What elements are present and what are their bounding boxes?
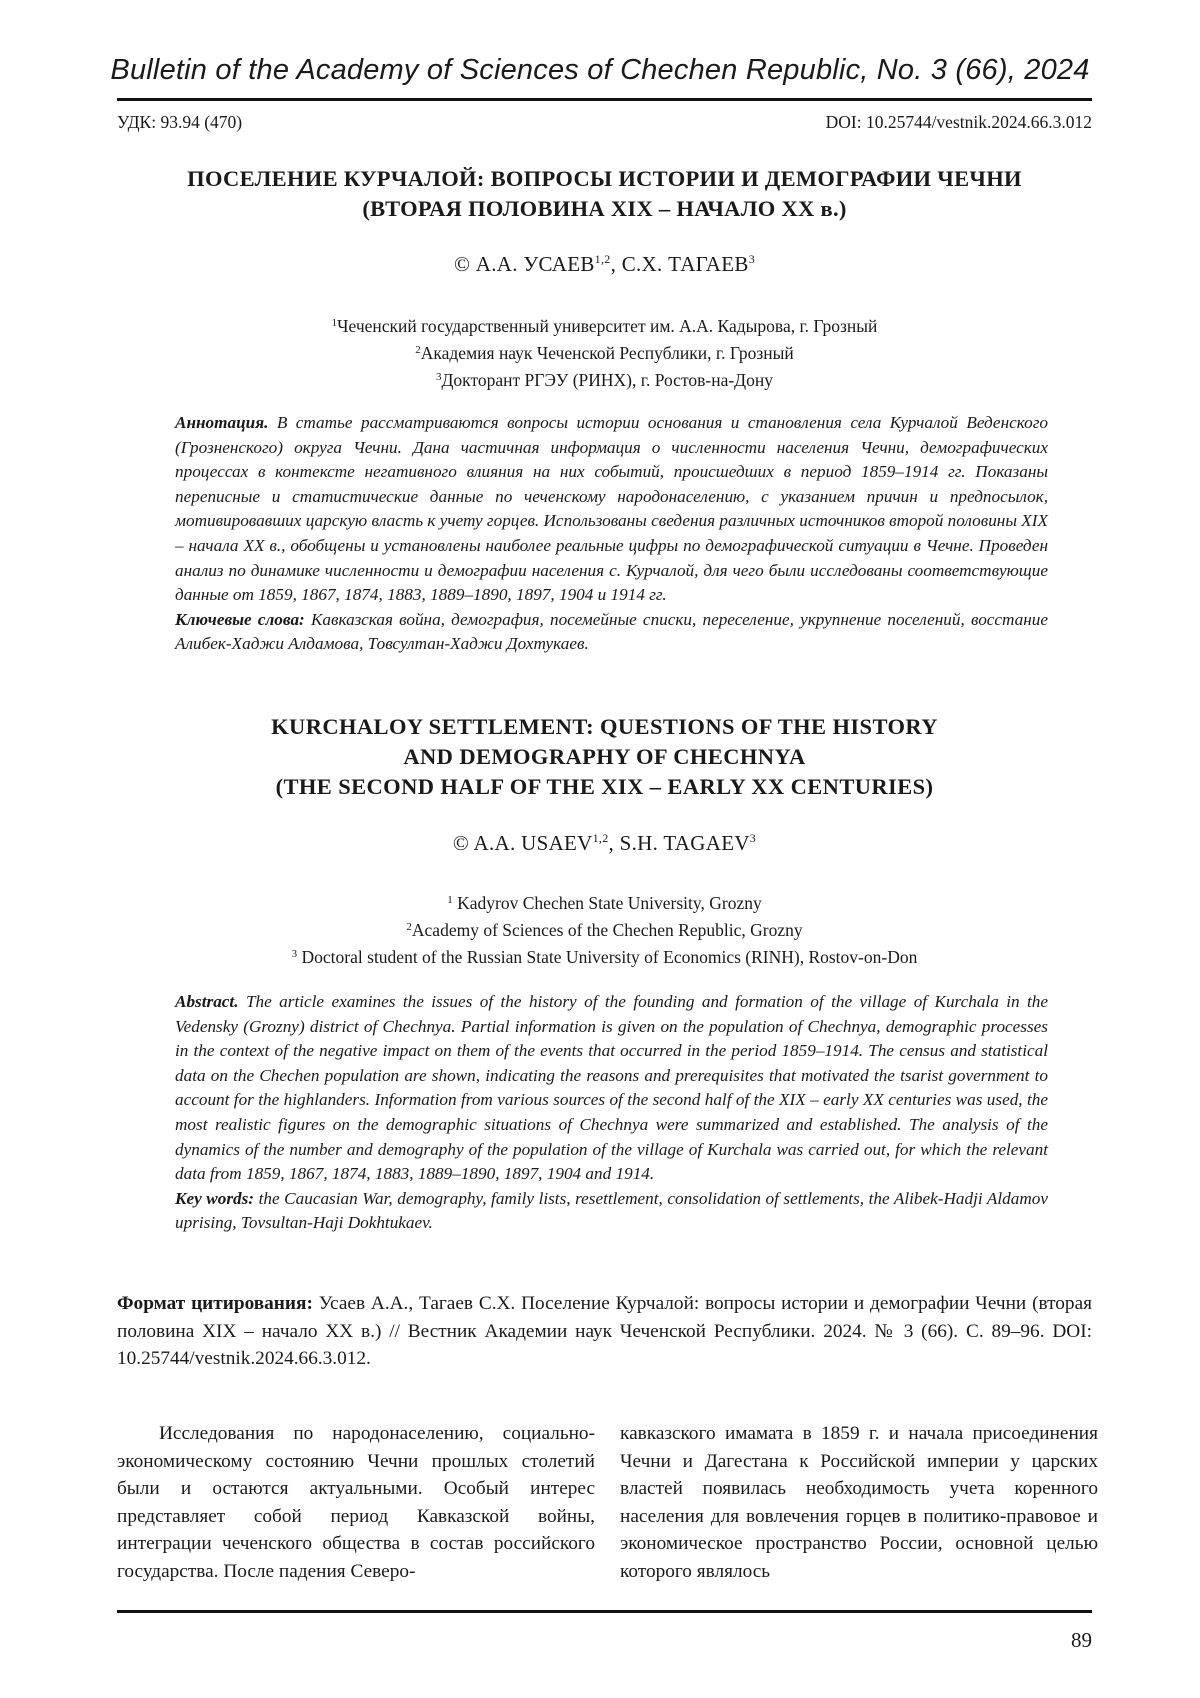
article-title-ru <box>117 164 1092 224</box>
title-ru-line: (ВТОРАЯ ПОЛОВИНА XIX – НАЧАЛО XX в.) <box>362 196 847 221</box>
affiliations-en <box>117 888 1092 969</box>
affiliation-line <box>117 942 1092 969</box>
affil-sup: 3 <box>436 371 442 383</box>
affil-sup: 3 <box>291 948 298 960</box>
abstract-label: Аннотация. <box>175 413 269 432</box>
abstract-label: Abstract. <box>175 992 239 1011</box>
article-meta <box>117 112 1092 133</box>
citation-format <box>117 1290 1092 1373</box>
affil-text: Докторант РГЭУ (РИНХ), г. Ростов-на-Дону <box>441 370 773 390</box>
author-name: © A.A. USAEV <box>452 831 593 855</box>
affil-text: Академия наук Чеченской Республики, г. Грозный <box>420 343 794 363</box>
author-name: С.Х. ТАГАЕВ <box>621 252 749 276</box>
abstract-ru <box>175 411 1048 657</box>
affiliations-ru <box>117 311 1092 392</box>
author-separator: , <box>608 831 620 855</box>
keywords-label: Key words: <box>175 1188 255 1208</box>
header-divider <box>117 98 1092 101</box>
author-affil-sup: 1,2 <box>592 831 609 845</box>
author-affil-sup: 1,2 <box>594 252 611 266</box>
affil-sup: 2 <box>415 344 421 356</box>
affil-text: Academy of Sciences of the Chechen Republic, Grozny <box>411 920 803 940</box>
body-column-right: кавказского имамата в 1859 г. и начала присоединения Чечни и Дагестана к Российской империи у царских властей появилась необходимость учета коренного населения для вовлечения горцев в политико-правовое и экономическое пространство России, основной целью которого являлось <box>620 1423 1098 1582</box>
author-affil-sup: 3 <box>748 252 756 266</box>
keywords-text: the Caucasian War, demography, family lists, resettlement, consolidation of settlements, the Alibek-Hadji Aldamov uprising, Tovsultan-Haji Dokhtukaev. <box>175 1188 1048 1233</box>
title-ru-line: ПОСЕЛЕНИЕ КУРЧАЛОЙ: ВОПРОСЫ ИСТОРИИ И ДЕМОГРАФИИ ЧЕЧНИ <box>187 166 1022 191</box>
affiliation-line <box>117 311 1092 338</box>
body-column-left: Исследования по народонаселению, социально-экономическому состоянию Чечни прошлых столетий были и остаются актуальными. Особый интерес представляет собой период Кавказской войны, интеграции чеченского общества в состав российского государства. После падения Северо- <box>117 1423 595 1582</box>
title-en-line: AND DEMOGRAPHY OF CHECHNYA <box>403 744 806 769</box>
keywords-text: Кавказская война, демография, посемейные списки, переселение, укрупнение поселений, восстание Алибек-Хаджи Алдамова, Товсултан-Хаджи Дохтукаев. <box>175 609 1049 654</box>
page-number: 89 <box>1071 1628 1092 1652</box>
abstract-text: В статье рассматриваются вопросы истории основания и становления села Курчалой Веденского (Грозненского) округа Чечни. Дана частичная информация о численности населения Чечни, демографических процессах в контексте негативного влияния на них событий, происшедших в период 1859–1914 гг. Показаны переписные и статистические данные по чеченскому народонаселению, с указанием причин и предпосылок, мотивировавших царскую власть к учету горцев. Использованы сведения различных источников второй половины XIX – начала XX в., обобщены и установлены наиболее реальные цифры по демографической ситуации в Чечне. Проведен анализ по динамике численности и демографии населения с. Курчалой, для чего были исследованы соответствующие данные от 1859, 1867, 1874, 1883, 1889–1890, 1897, 1904 и 1914 гг. <box>175 413 1048 605</box>
title-en-line: KURCHALOY SETTLEMENT: QUESTIONS OF THE HISTORY <box>271 714 938 739</box>
author-affil-sup: 3 <box>749 831 757 845</box>
affil-text: Doctoral student of the Russian State University of Economics (RINH), Rostov-on-Don <box>301 947 918 967</box>
article-title-en <box>117 712 1092 802</box>
affil-text: Чеченский государственный университет им. А.А. Кадырова, г. Грозный <box>337 316 878 336</box>
affiliation-line <box>117 888 1092 915</box>
citation-text: Усаев А.А., Тагаев С.Х. Поселение Курчалой: вопросы истории и демографии Чечни (вторая половина XIX – начало XX в.) // Вестник Академии наук Чеченской Республики. 2024. № 3 (66). С. 89–96. DOI: 10.25744/vestnik.2024.66.3.012. <box>117 1293 1092 1369</box>
footer-divider <box>117 1610 1092 1613</box>
author-separator: , <box>610 252 622 276</box>
udk-code: УДК: 93.94 (470) <box>117 112 243 132</box>
citation-label: Формат цитирования: <box>117 1293 313 1314</box>
affiliation-line <box>117 915 1092 942</box>
abstract-text: The article examines the issues of the history of the founding and formation of the village of Kurchala in the Vedensky (Grozny) district of Chechnya. Partial information is given on the population of Chechnya, demographic processes in the context of the negative impact on them of the events that occurred in the period 1859–1914. The census and statistical data on the Chechen population are shown, indicating the reasons and prerequisites that motivated the tsarist government to account for the highlanders. Information from various sources of the second half of the XIX – early XX centuries was used, the most realistic figures on the demographic situations of Chechnya were summarized and established. The analysis of the dynamics of the number and demography of the population of the village of Kurchala was carried out, for which the relevant data from 1859, 1867, 1874, 1883, 1889–1890, 1897, 1904 and 1914. <box>175 992 1049 1184</box>
affil-sup: 1 <box>331 317 338 329</box>
affil-sup: 2 <box>406 921 412 933</box>
authors-ru <box>117 252 1092 277</box>
keywords-label: Ключевые слова: <box>175 609 305 629</box>
journal-title: Bulletin of the Academy of Sciences of Chechen Republic, No. 3 (66), 2024 <box>110 54 1090 86</box>
title-en-line: (THE SECOND HALF OF THE XIX – EARLY XX CENTURIES) <box>275 774 934 799</box>
affil-text: Kadyrov Chechen State University, Grozny <box>457 893 762 913</box>
abstract-en <box>175 990 1048 1236</box>
affil-sup: 1 <box>447 894 453 906</box>
affiliation-line <box>117 365 1092 392</box>
authors-en <box>117 831 1092 856</box>
author-name: S.H. TAGAEV <box>619 831 750 855</box>
doi-code: DOI: 10.25744/vestnik.2024.66.3.012 <box>825 112 1092 132</box>
author-name: © А.А. УСАЕВ <box>453 252 595 276</box>
affiliation-line <box>117 338 1092 365</box>
